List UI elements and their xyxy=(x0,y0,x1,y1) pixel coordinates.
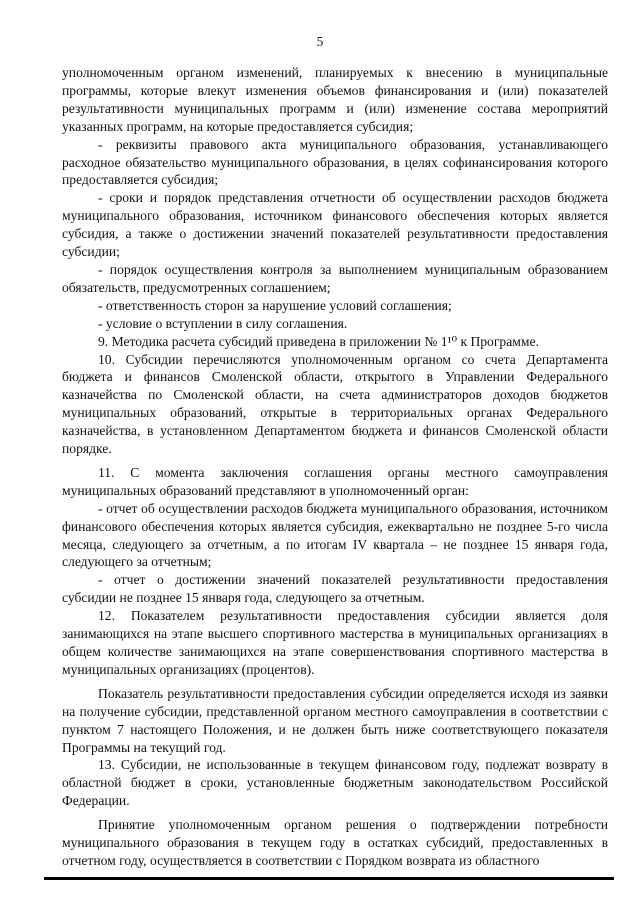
page-number: 5 xyxy=(316,34,324,49)
paragraph-12: 12. Показателем результативности предоставления субсидии является доля занимающихся на этапе высшего спортивного мастерства в муниципальных организациях в общем количестве занимающихся на этапе совершенствования спортивного мастерства в муниципальных организациях (процентов). xyxy=(62,608,608,677)
paragraph-13: 13. Субсидии, не использованные в текущем финансовом году, подлежат возврату в областной бюджет в сроки, установленные бюджетным законодательством Российской Федерации. xyxy=(62,757,608,809)
paragraph-13-decision: Принятие уполномоченным органом решения о подтверждении потребности муниципального образования в текущем году в остатках субсидий, предоставленных в отчетном году, осуществляется в соответствии с Порядком возврата из областного xyxy=(62,817,608,868)
paragraph-11-report-indicators: - отчет о достижении значений показателей результативности предоставления субсидии не позднее 15 января года, следующего за отчетным. xyxy=(62,572,608,606)
paragraph-item-control: - порядок осуществления контроля за выполнением муниципальным образованием обязательств, предусмотренных соглашением; xyxy=(62,261,608,295)
paragraph-11: 11. С момента заключения соглашения органы местного самоуправления муниципальных образований представляют в уполномоченный орган: xyxy=(62,464,608,498)
paragraph-item-entry-into-force: - условие о вступлении в силу соглашения. xyxy=(98,315,348,331)
paragraph-11-report-expenses: - отчет об осуществлении расходов бюджета муниципального образования, источником финансового обеспечения которых является субсидия, ежеквартально не позднее 5-го числа месяца, следующего за отчетным, а по итогам IV квартала – не позднее 15 января года, следующего за отчетным; xyxy=(62,500,608,570)
paragraph-continuation: уполномоченным органом изменений, планируемых к внесению в муниципальные программы, которые влекут изменения объемов финансирования и (или) показателей результативности муниципальных программ и (или) изменение состава мероприятий указанных программ, на которые предоставляется субсидия; xyxy=(62,65,608,134)
paragraph-item-responsibility: - ответственность сторон за нарушение условий соглашения; xyxy=(98,297,452,313)
paragraph-12-indicator: Показатель результативности предоставления субсидии определяется исходя из заявки на получение субсидии, представленной органом местного самоуправления в соответствии с пунктом 7 настоящего Положения, и не должен быть ниже соответствующего показателя Программы на текущий год. xyxy=(62,685,608,755)
document-body xyxy=(62,64,608,870)
paragraph-item-requisites: - реквизиты правового акта муниципального образования, устанавливающего расходное обязательство муниципального образования, в целях софинансирования которого предоставляется субсидия; xyxy=(62,136,608,188)
paragraph-item-reporting: - сроки и порядок представления отчетности об осуществлении расходов бюджета муниципального образования, источником финансового обеспечения которых является субсидия, а также о достижении значений показателей результативности предоставления субсидии; xyxy=(62,190,608,260)
bottom-divider xyxy=(44,877,614,880)
paragraph-9: 9. Методика расчета субсидий приведена в приложении № 1¹⁰ к Программе. xyxy=(98,333,539,349)
paragraph-10: 10. Субсидии перечисляются уполномоченным органом со счета Департамента бюджета и финансов Смоленской области, открытого в Управлении Федерального казначейства по Смоленской области, на счета администраторов доходов бюджетов муниципальных образований, открытые в территориальных органах Федерального казначейства, в установленном Департаментом бюджета и финансов Смоленской области порядке. xyxy=(62,351,608,457)
